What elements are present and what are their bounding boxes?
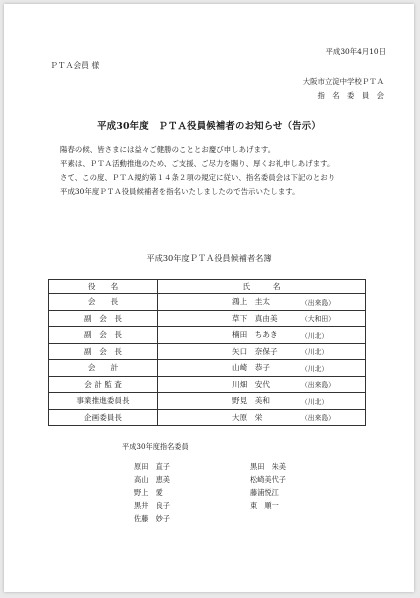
- name-cell: [158, 376, 366, 393]
- recipient: ＰＴＡ会員 様: [50, 61, 100, 70]
- candidate-name: 野見 美和: [232, 396, 270, 406]
- name-cell: [158, 327, 366, 344]
- body-line-4: 平成30年度ＰＴＡ役員候補者を指名いたしましたので告示いたします。: [60, 187, 300, 196]
- affiliation: （川北）: [301, 364, 329, 373]
- roster-header-name: [158, 280, 366, 294]
- affiliation: （出来島）: [301, 414, 335, 423]
- name-cell: [158, 360, 366, 377]
- table-row: [49, 310, 366, 327]
- name-cell: [158, 409, 366, 426]
- candidate-name: 楠田 ちあき: [232, 330, 278, 340]
- role-cell: 副 会 長: [49, 310, 158, 327]
- role-cell: 会 計: [49, 360, 158, 377]
- affiliation: （出来島）: [301, 381, 335, 390]
- nominating-member: 松崎美代子: [250, 475, 286, 484]
- name-cell: [158, 393, 366, 410]
- affiliation: （川北）: [301, 397, 329, 406]
- nominating-member: 黒田 朱美: [250, 462, 286, 471]
- role-cell: 会 計 監 査: [49, 376, 158, 393]
- nominating-member: 高山 恵美: [134, 475, 170, 484]
- nominating-member: 野上 愛: [134, 488, 163, 497]
- affiliation: （川北）: [301, 348, 329, 357]
- name-cell: [158, 343, 366, 360]
- body-line-3: さて、この度、ＰＴＡ規約第１４条２項の規定に従い、指名委員会は下記のとおり: [60, 173, 336, 182]
- nominating-title: 平成30年度指名委員: [122, 442, 189, 451]
- roster-title: 平成30年度ＰＴＡ役員候補者名簿: [146, 253, 272, 263]
- roster-header-name-label: 氏 名: [242, 282, 281, 291]
- table-row: [49, 376, 366, 393]
- table-row: [49, 294, 366, 311]
- table-row: [49, 343, 366, 360]
- affiliation: （出来島）: [301, 298, 335, 307]
- body-line-1: 陽春の候、皆さまには益々ご健勝のこととお慶び申しあげます。: [60, 145, 276, 154]
- sender-school: 大阪市立淀中学校ＰＴＡ: [302, 77, 384, 86]
- issue-date: 平成30年4月10日: [325, 47, 386, 56]
- body-line-2: 平素は、ＰＴＡ活動推進のため、ご支援、ご尽力を賜り、厚くお礼申しあげます。: [60, 159, 335, 168]
- table-row: [49, 409, 366, 426]
- table-row: [49, 393, 366, 410]
- document-title: 平成30年度 ＰＴＡ役員候補者のお知らせ（告示）: [97, 121, 321, 132]
- candidate-name: 山崎 恭子: [232, 363, 270, 373]
- role-cell: 企画委員長: [49, 409, 158, 426]
- nominating-member: 藤浦悦江: [250, 488, 279, 497]
- role-cell: 副 会 長: [49, 327, 158, 344]
- document-page: [4, 4, 414, 592]
- sender-committee: 指 名 委 員 会: [317, 91, 384, 100]
- affiliation: （大和田）: [301, 315, 335, 324]
- roster-table: [48, 279, 366, 426]
- nominating-member: 佐藤 妙子: [134, 514, 170, 523]
- candidate-name: 川畑 安代: [232, 379, 270, 389]
- candidate-name: 草下 真由美: [232, 313, 278, 323]
- role-cell: 会 長: [49, 294, 158, 311]
- table-row: [49, 327, 366, 344]
- roster-header-role: 役 名: [49, 280, 158, 294]
- table-row: [49, 360, 366, 377]
- role-cell: 事業推進委員長: [49, 393, 158, 410]
- nominating-member: 東 順一: [250, 501, 279, 510]
- name-cell: [158, 294, 366, 311]
- candidate-name: 大原 栄: [232, 412, 263, 422]
- candidate-name: 矢口 奈保子: [232, 346, 278, 356]
- roster-header-row: [49, 280, 366, 294]
- candidate-name: 鴻上 圭太: [232, 297, 270, 307]
- affiliation: （川北）: [301, 331, 329, 340]
- nominating-member: 黒井 良子: [134, 501, 170, 510]
- name-cell: [158, 310, 366, 327]
- role-cell: 副 会 長: [49, 343, 158, 360]
- nominating-member: 原田 直子: [134, 462, 170, 471]
